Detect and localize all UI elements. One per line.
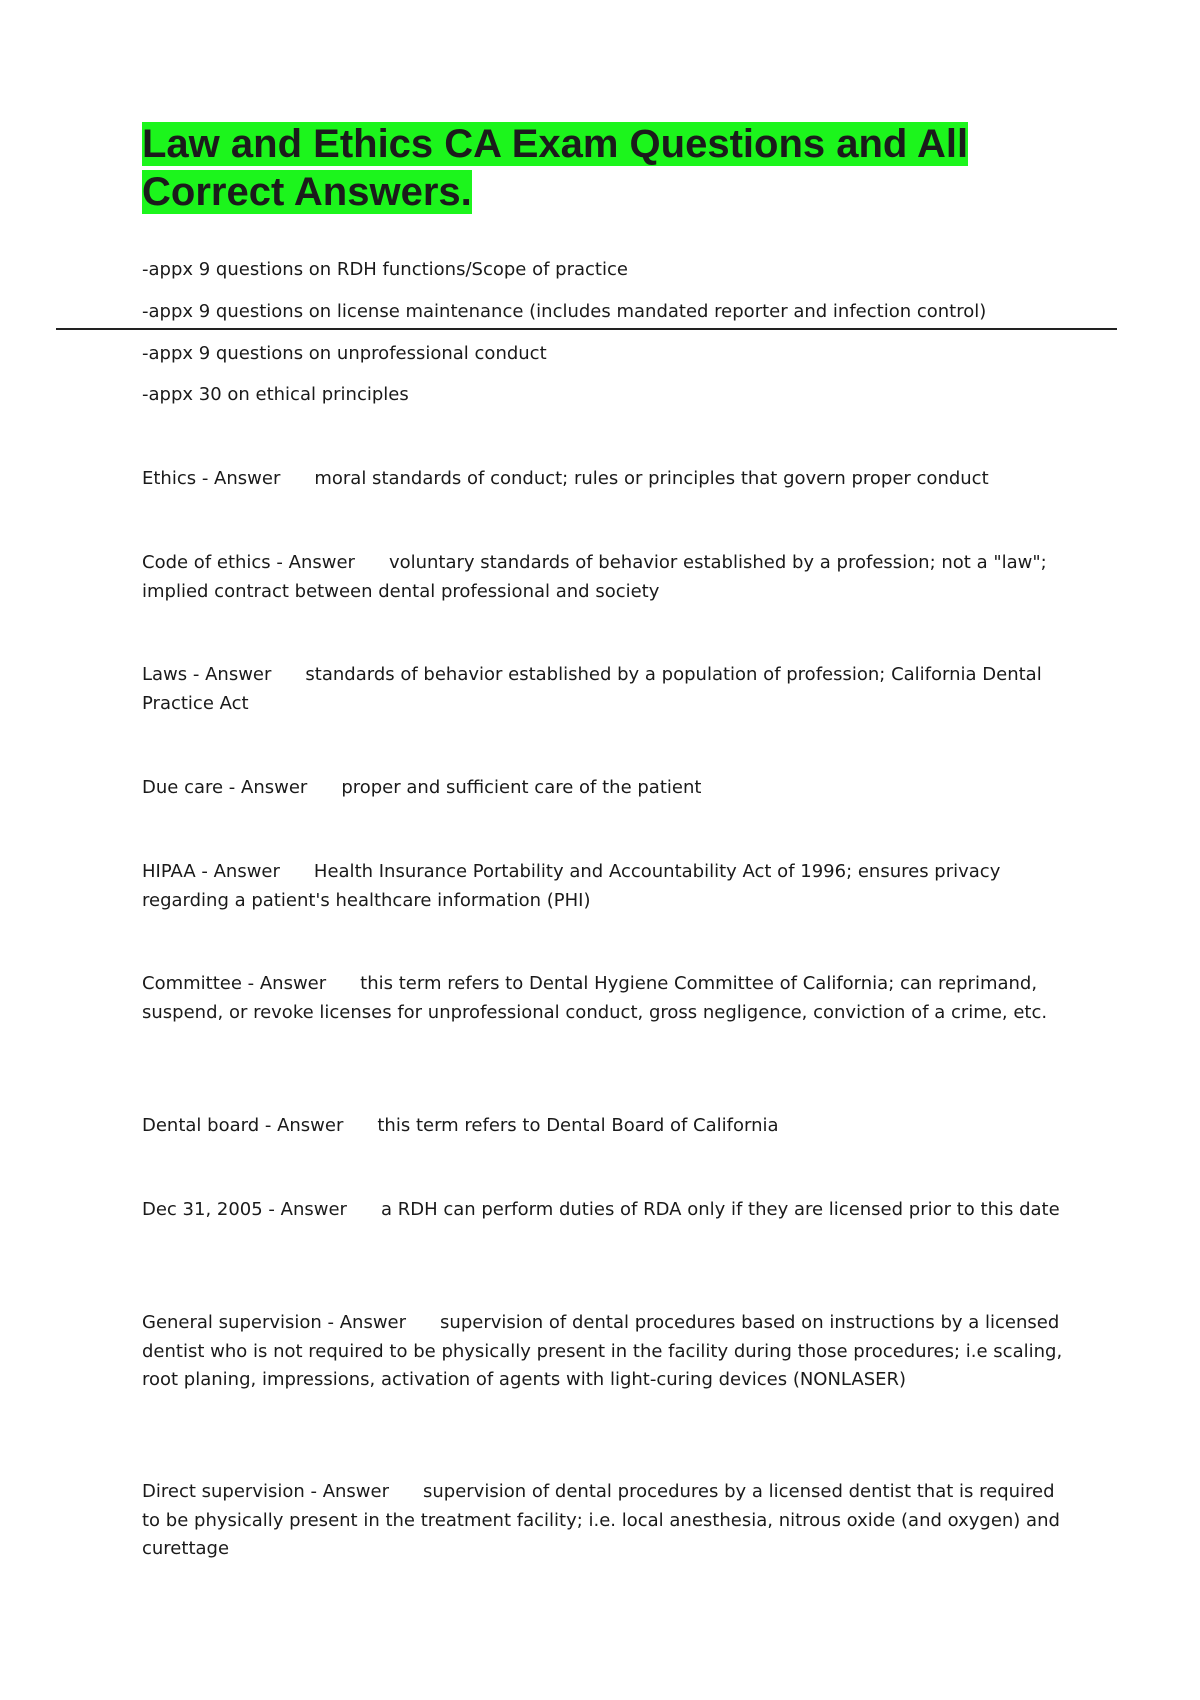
entry-term: Dec 31, 2005 - Answer bbox=[142, 1199, 347, 1220]
entry-definition: voluntary standards of behavior established by a profession; not a "law"; implied contract between dental professional and society bbox=[142, 552, 1047, 602]
entry-hipaa bbox=[142, 858, 1077, 915]
entry-term: Due care - Answer bbox=[142, 777, 308, 798]
entry-term: General supervision - Answer bbox=[142, 1312, 407, 1333]
document-title bbox=[142, 120, 1042, 216]
intro-line-scope: -appx 9 questions on RDH functions/Scope of practice bbox=[142, 259, 628, 280]
entry-term: Ethics - Answer bbox=[142, 468, 281, 489]
entry-definition: Health Insurance Portability and Accountability Act of 1996; ensures privacy regarding a patient's healthcare information (PHI) bbox=[142, 861, 1001, 911]
entry-term: Committee - Answer bbox=[142, 973, 327, 994]
entry-code-of-ethics bbox=[142, 549, 1077, 606]
entry-term: HIPAA - Answer bbox=[142, 861, 280, 882]
entry-definition: supervision of dental procedures by a licensed dentist that is required to be physically present in the treatment facility; i.e. local anesthesia, nitrous oxide (and oxygen) and curettage bbox=[142, 1481, 1060, 1559]
entry-term: Laws - Answer bbox=[142, 664, 272, 685]
intro-line-conduct: -appx 9 questions on unprofessional conduct bbox=[142, 343, 547, 364]
entry-due-care bbox=[142, 774, 1077, 803]
entry-definition: this term refers to Dental Hygiene Committee of California; can reprimand, suspend, or revoke licenses for unprofessional conduct, gross negligence, conviction of a crime, etc. bbox=[142, 973, 1048, 1023]
entry-dec-31-2005 bbox=[142, 1196, 1077, 1225]
entry-direct-supervision bbox=[142, 1478, 1077, 1564]
title-highlight: Law and Ethics CA Exam Questions and All Correct Answers. bbox=[142, 122, 969, 214]
entry-general-supervision bbox=[142, 1309, 1077, 1395]
entry-definition: supervision of dental procedures based on instructions by a licensed dentist who is not required to be physically present in the facility during those procedures; i.e scaling, root planing, impressions, activation of agents with light-curing devices (NONLASER) bbox=[142, 1312, 1063, 1390]
entry-definition: proper and sufficient care of the patient bbox=[341, 777, 702, 798]
entry-definition: standards of behavior established by a population of profession; California Dental Practice Act bbox=[142, 664, 1042, 714]
entry-dental-board bbox=[142, 1112, 1077, 1141]
entry-term: Code of ethics - Answer bbox=[142, 552, 355, 573]
entry-ethics bbox=[142, 465, 1077, 494]
entry-definition: moral standards of conduct; rules or principles that govern proper conduct bbox=[314, 468, 989, 489]
horizontal-divider bbox=[56, 328, 1117, 330]
intro-line-ethics: -appx 30 on ethical principles bbox=[142, 384, 409, 405]
entry-definition: this term refers to Dental Board of California bbox=[377, 1115, 779, 1136]
intro-line-license: -appx 9 questions on license maintenance (includes mandated reporter and infection control) bbox=[142, 301, 987, 322]
entry-term: Direct supervision - Answer bbox=[142, 1481, 389, 1502]
entry-laws bbox=[142, 661, 1077, 718]
entry-definition: a RDH can perform duties of RDA only if they are licensed prior to this date bbox=[380, 1199, 1060, 1220]
entry-committee bbox=[142, 970, 1077, 1027]
entry-term: Dental board - Answer bbox=[142, 1115, 344, 1136]
